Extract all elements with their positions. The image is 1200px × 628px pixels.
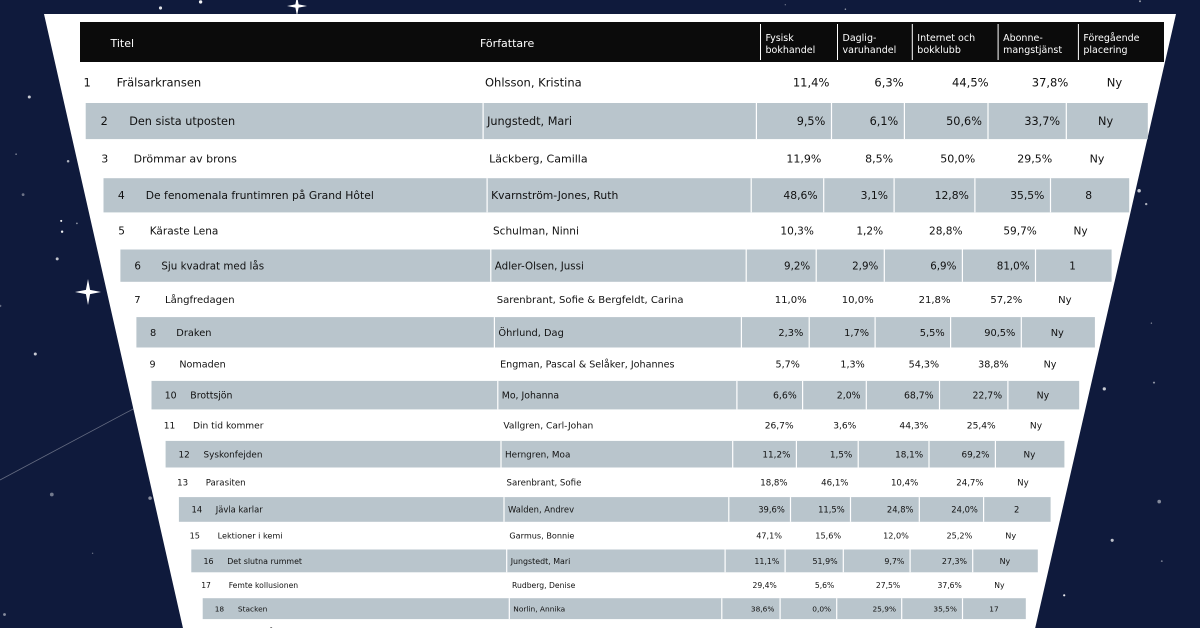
row-author: Engman, Pascal & Selåker, Johannes <box>500 359 675 371</box>
row-abonne-share: 59,7% <box>1003 225 1037 238</box>
row-internet-share: 18,1% <box>895 450 924 461</box>
row-title: Jävla karlar <box>215 504 263 515</box>
table-row <box>104 178 1130 212</box>
row-abonne-share: 27,3% <box>941 556 967 566</box>
row-previous-placement: Ny <box>1029 421 1043 432</box>
row-internet-share: 25,9% <box>872 604 896 614</box>
row-author: Jungstedt, Mari <box>510 556 571 566</box>
row-author: Norlin, Annika <box>513 604 566 614</box>
row-title: Din tid kommer <box>193 421 264 432</box>
row-previous-placement: Ny <box>994 581 1005 590</box>
row-author: Sarenbrant, Sofie <box>506 478 582 489</box>
row-author: Läckberg, Camilla <box>489 152 588 166</box>
row-author: Garmus, Bonnie <box>509 530 575 541</box>
row-fysisk-share: 11,4% <box>792 75 830 90</box>
column-header-foregaende-placering-line-1: Föregående <box>1083 33 1140 44</box>
row-title: Drömmar av brons <box>133 152 237 166</box>
row-abonne-share: 33,7% <box>1024 115 1061 129</box>
row-previous-placement: 17 <box>989 604 999 614</box>
row-shading <box>191 550 1038 573</box>
column-header-titel: Titel <box>110 37 135 50</box>
row-internet-share: 68,7% <box>903 390 934 402</box>
row-daglig-share: 11,5% <box>818 504 845 515</box>
row-abonne-share: 37,8% <box>1031 75 1069 90</box>
row-daglig-share: 8,5% <box>865 152 894 166</box>
row-daglig-share: 15,6% <box>815 530 842 541</box>
row-author: Adler-Olsen, Jussi <box>494 260 584 273</box>
row-previous-placement: Ny <box>1073 225 1088 238</box>
row-title: Frälsarkransen <box>116 75 202 90</box>
row-title: Det slutna rummet <box>227 556 303 566</box>
row-fysisk-share: 9,2% <box>784 260 811 273</box>
row-daglig-share: 0,0% <box>812 604 832 614</box>
column-header-fysisk-bokhandel-line-2: bokhandel <box>765 45 816 56</box>
column-header-dagligvaruhandel-line-1: Daglig- <box>842 33 877 44</box>
row-fysisk-share: 9,5% <box>796 115 826 129</box>
row-rank: 14 <box>191 504 203 515</box>
row-rank: 10 <box>164 390 177 402</box>
row-rank: 11 <box>163 421 176 432</box>
row-daglig-share: 3,6% <box>833 421 857 432</box>
row-daglig-share: 1,3% <box>840 359 865 371</box>
row-daglig-share: 1,2% <box>856 225 884 238</box>
row-fysisk-share: 48,6% <box>783 189 818 203</box>
table-row <box>120 250 1111 282</box>
table-row <box>136 317 1095 347</box>
row-title: Draken <box>176 327 212 339</box>
row-previous-placement: Ny <box>1058 295 1072 307</box>
row-previous-placement: 1 <box>1069 260 1076 273</box>
row-fysisk-share: 5,7% <box>775 359 800 371</box>
table-header-bar <box>80 22 1164 62</box>
row-fysisk-share: 11,9% <box>786 152 822 166</box>
table-row <box>203 598 1026 619</box>
row-rank: 1 <box>83 75 91 90</box>
table-row <box>166 441 1065 468</box>
row-previous-placement: 2 <box>1014 504 1020 515</box>
column-header-abonnemangstjanst-line-1: Abonne- <box>1003 33 1043 44</box>
row-title: Syskonfejden <box>203 450 263 461</box>
row-rank: 12 <box>178 450 190 461</box>
row-title: Femte kollusionen <box>228 581 299 590</box>
row-rank: 16 <box>203 556 214 566</box>
row-rank: 15 <box>189 530 200 541</box>
row-rank: 3 <box>101 152 109 166</box>
row-internet-share: 54,3% <box>908 359 940 371</box>
row-author: Schulman, Ninni <box>493 225 579 238</box>
row-fysisk-share: 11,2% <box>762 450 791 461</box>
row-author: Walden, Andrev <box>508 504 575 515</box>
row-title: Långfredagen <box>165 295 235 307</box>
row-daglig-share: 1,7% <box>844 327 870 339</box>
table-row <box>86 103 1148 139</box>
table-row <box>179 497 1051 522</box>
row-daglig-share: 5,6% <box>814 581 835 590</box>
row-daglig-share: 3,1% <box>860 189 888 203</box>
row-title: Brottsjön <box>190 390 233 402</box>
column-header-internet-och-bokklubb-line-1: Internet och <box>917 33 976 44</box>
row-internet-share: 10,4% <box>890 478 919 489</box>
row-previous-placement: Ny <box>1043 359 1057 371</box>
row-internet-share: 12,0% <box>883 530 909 541</box>
row-title: Lektioner i kemi <box>217 530 283 541</box>
row-abonne-share: 24,7% <box>956 478 984 489</box>
row-fysisk-share: 39,6% <box>758 504 785 515</box>
row-title: Parasiten <box>205 478 246 489</box>
row-rank: 7 <box>134 295 141 307</box>
row-rank: 2 <box>100 115 108 129</box>
row-internet-share: 27,5% <box>875 581 901 590</box>
row-daglig-share: 6,3% <box>874 75 904 90</box>
column-header-foregaende-placering-line-2: placering <box>1083 45 1128 56</box>
row-abonne-share: 69,2% <box>961 450 990 461</box>
row-rank: 4 <box>117 189 125 203</box>
row-title: De fenomenala fruntimren på Grand Hôtel <box>145 189 374 203</box>
row-previous-placement: Ny <box>1017 478 1029 489</box>
column-header-abonnemangstjanst-line-2: mangstjänst <box>1003 45 1063 56</box>
row-fysisk-share: 11,0% <box>774 295 807 307</box>
row-abonne-share: 38,8% <box>978 359 1009 371</box>
row-previous-placement: Ny <box>1036 390 1050 402</box>
row-abonne-share: 24,0% <box>951 504 978 515</box>
row-previous-placement: Ny <box>1098 115 1114 129</box>
row-daglig-share: 2,0% <box>836 390 861 402</box>
row-rank: 5 <box>118 225 126 238</box>
row-fysisk-share: 38,6% <box>750 604 775 614</box>
row-rank: 18 <box>214 604 225 614</box>
row-abonne-share: 25,2% <box>946 530 973 541</box>
row-author: Vallgren, Carl-Johan <box>503 421 594 432</box>
row-author: Ohlsson, Kristina <box>485 75 582 90</box>
row-daglig-share: 2,9% <box>852 260 879 273</box>
row-previous-placement: Ny <box>1089 152 1105 166</box>
row-abonne-share: 22,7% <box>972 390 1003 402</box>
row-fysisk-share: 29,4% <box>752 581 777 590</box>
row-shading <box>203 598 1026 619</box>
row-title: Käraste Lena <box>149 225 219 238</box>
column-header-fysisk-bokhandel-line-1: Fysisk <box>765 33 794 44</box>
row-daglig-share: 6,1% <box>869 115 899 129</box>
row-daglig-share: 46,1% <box>821 478 849 489</box>
row-rank: 8 <box>150 327 157 339</box>
column-header-dagligvaruhandel-line-2: varuhandel <box>842 45 897 56</box>
row-previous-placement: 8 <box>1085 189 1093 203</box>
row-previous-placement: Ny <box>1023 450 1036 461</box>
row-author: Rudberg, Denise <box>512 581 576 590</box>
row-author: Mo, Johanna <box>501 390 560 402</box>
row-internet-share: 5,5% <box>919 327 945 339</box>
column-header-forfattare: Författare <box>480 37 535 50</box>
column-header-internet-och-bokklubb-line-2: bokklubb <box>917 45 961 56</box>
row-fysisk-share: 10,3% <box>780 225 814 238</box>
row-internet-share: 6,9% <box>930 260 957 273</box>
row-abonne-share: 29,5% <box>1017 152 1053 166</box>
row-abonne-share: 35,5% <box>933 604 957 614</box>
row-author: Jungstedt, Mari <box>487 115 573 129</box>
row-fysisk-share: 6,6% <box>772 390 797 402</box>
row-fysisk-share: 11,1% <box>754 556 780 566</box>
row-previous-placement: Ny <box>1005 530 1017 541</box>
row-author: Kvarnström-Jones, Ruth <box>491 189 619 203</box>
row-author: Herngren, Moa <box>505 450 571 461</box>
row-internet-share: 9,7% <box>884 556 905 566</box>
table-row <box>191 550 1038 573</box>
row-title: Sju kvadrat med lås <box>161 260 265 273</box>
row-fysisk-share: 26,7% <box>764 421 794 432</box>
table-row <box>152 381 1080 410</box>
row-internet-share: 21,8% <box>918 295 951 307</box>
row-daglig-share: 1,5% <box>829 450 853 461</box>
row-internet-share: 44,5% <box>952 75 989 90</box>
row-author: Sarenbrant, Sofie & Bergfeldt, Carina <box>496 295 684 307</box>
row-rank: 13 <box>177 478 189 489</box>
row-fysisk-share: 2,3% <box>778 327 804 339</box>
row-title: Den sista utposten <box>129 115 236 129</box>
row-previous-placement: Ny <box>1050 327 1064 339</box>
row-previous-placement: Ny <box>1106 75 1123 90</box>
row-abonne-share: 35,5% <box>1010 189 1045 203</box>
row-fysisk-share: 18,8% <box>760 478 788 489</box>
row-rank: 6 <box>134 260 141 273</box>
row-title: Stacken <box>237 604 268 614</box>
row-daglig-share: 10,0% <box>841 295 874 307</box>
row-abonne-share: 25,4% <box>966 421 996 432</box>
row-internet-share: 44,3% <box>899 421 929 432</box>
row-author: Öhrlund, Dag <box>498 327 564 339</box>
row-internet-share: 50,6% <box>946 115 982 129</box>
row-internet-share: 24,8% <box>886 504 914 515</box>
row-title: Nomaden <box>179 359 226 371</box>
row-abonne-share: 90,5% <box>984 327 1016 339</box>
row-internet-share: 50,0% <box>940 152 976 166</box>
row-abonne-share: 37,6% <box>937 581 962 590</box>
row-rank: 9 <box>149 359 156 371</box>
row-daglig-share: 51,9% <box>812 556 838 566</box>
row-internet-share: 12,8% <box>934 189 969 203</box>
row-previous-placement: Ny <box>999 556 1011 566</box>
row-internet-share: 28,8% <box>929 225 963 238</box>
row-abonne-share: 57,2% <box>990 295 1023 307</box>
row-rank: 17 <box>201 581 211 590</box>
row-abonne-share: 81,0% <box>996 260 1030 273</box>
row-fysisk-share: 47,1% <box>756 530 782 541</box>
